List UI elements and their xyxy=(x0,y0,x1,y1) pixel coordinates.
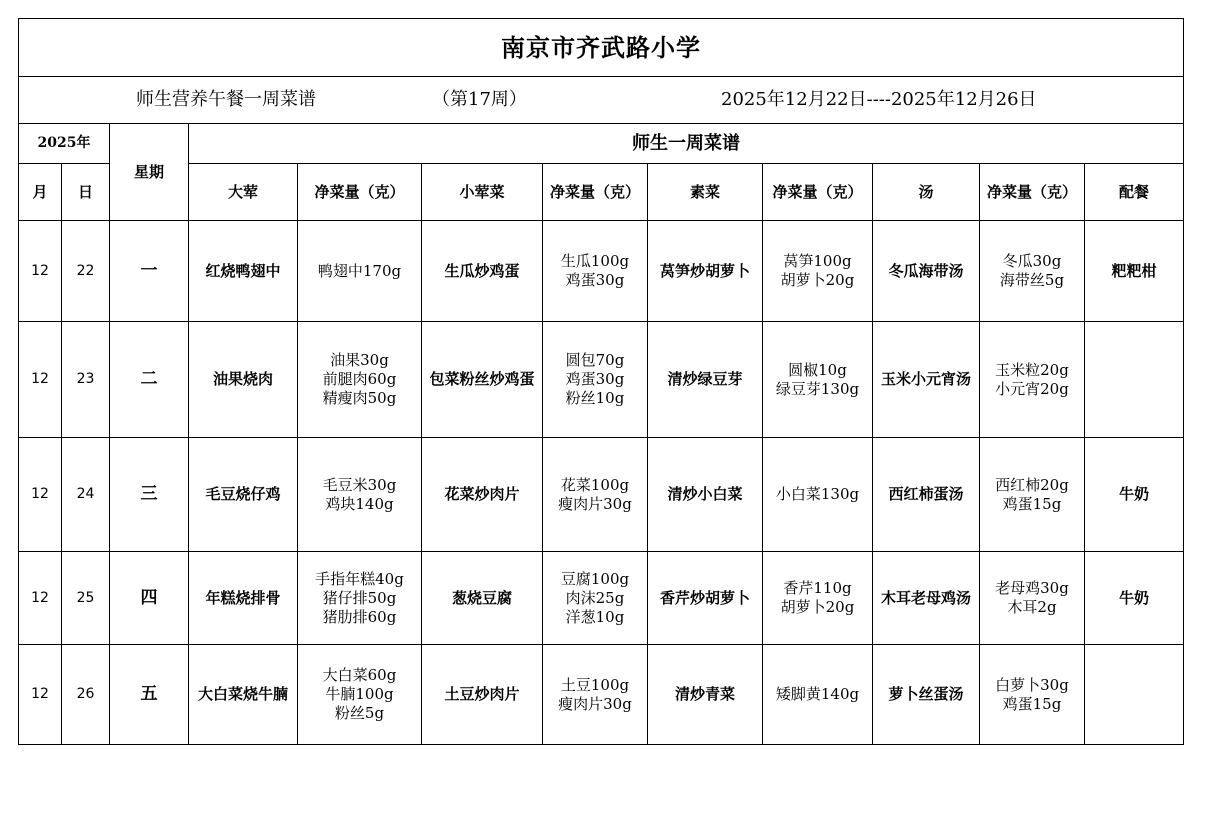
soup-cell: 木耳老母鸡汤 xyxy=(873,552,980,645)
veg-dish-cell: 莴笋炒胡萝卜 xyxy=(648,221,763,322)
qty-line: 毛豆米30g xyxy=(322,475,397,494)
weekday-cell: 二 xyxy=(110,322,189,438)
qty-line: 矮脚黄140g xyxy=(775,685,860,703)
weekday-cell: 三 xyxy=(110,438,189,552)
table-row xyxy=(19,438,1184,552)
qty-line: 小元宵20g xyxy=(995,379,1069,398)
qty-line: 白萝卜30g xyxy=(995,675,1069,694)
qty-line: 木耳2g xyxy=(1007,598,1057,616)
main-dish-cell: 年糕烧排骨 xyxy=(189,552,298,645)
qty-line: 圆椒10g xyxy=(788,360,847,379)
veg-dish-cell: 香芹炒胡萝卜 xyxy=(648,552,763,645)
qty-line: 圆包70g xyxy=(565,351,625,369)
month-cell: 12 xyxy=(19,552,62,645)
soup-qty-cell xyxy=(980,552,1085,645)
side-dish-cell: 葱烧豆腐 xyxy=(422,552,543,645)
qty-line: 玉米粒20g xyxy=(995,360,1069,379)
qty-line: 瘦肉片30g xyxy=(558,494,632,513)
side-dish-cell: 土豆炒肉片 xyxy=(422,645,543,745)
qty-line: 瘦肉片30g xyxy=(558,694,632,713)
side-qty-cell xyxy=(543,438,648,552)
veg-qty-cell xyxy=(763,645,873,745)
month-header: 月 xyxy=(19,164,62,221)
school-title: 南京市齐武路小学 xyxy=(19,19,1184,77)
day-cell: 24 xyxy=(62,438,110,552)
table-row xyxy=(19,552,1184,645)
qty-line: 香芹110g xyxy=(783,579,852,597)
menu-sheet xyxy=(18,18,1183,745)
qty-line: 胡萝卜20g xyxy=(780,598,855,616)
main-dish-cell: 毛豆烧仔鸡 xyxy=(189,438,298,552)
qty-line: 绿豆芽130g xyxy=(775,379,860,398)
weekday-cell: 五 xyxy=(110,645,189,745)
main-dish-cell: 大白菜烧牛腩 xyxy=(189,645,298,745)
extra-cell: 牛奶 xyxy=(1085,438,1184,552)
soup-qty-cell xyxy=(980,322,1085,438)
side-qty-cell xyxy=(543,221,648,322)
veg-dish-cell: 清炒绿豆芽 xyxy=(648,322,763,438)
qty-line: 洋葱10g xyxy=(565,607,625,626)
side-qty-cell xyxy=(543,645,648,745)
qty-line: 鸡蛋15g xyxy=(1002,494,1062,513)
main-qty-cell xyxy=(298,552,422,645)
day-header: 日 xyxy=(62,164,110,221)
weekday-cell: 一 xyxy=(110,221,189,322)
qty-line: 肉沫25g xyxy=(565,588,625,607)
qty-line: 粉丝10g xyxy=(565,389,625,407)
column-header-soup: 汤 xyxy=(873,164,980,221)
main-dish-cell: 油果烧肉 xyxy=(189,322,298,438)
qty-line: 前腿肉60g xyxy=(322,370,397,388)
qty-line: 大白菜60g xyxy=(322,666,397,684)
column-header-side-dish: 小荤菜 xyxy=(422,164,543,221)
main-qty-cell xyxy=(298,221,422,322)
qty-line: 牛腩100g xyxy=(325,685,394,703)
month-cell: 12 xyxy=(19,221,62,322)
qty-line: 手指年糕40g xyxy=(315,569,404,588)
column-header-main-qty: 净菜量（克） xyxy=(298,164,422,221)
main-qty-cell xyxy=(298,645,422,745)
qty-line: 豆腐100g xyxy=(560,569,630,588)
veg-qty-cell xyxy=(763,322,873,438)
qty-line: 鸡蛋30g xyxy=(565,271,625,289)
extra-cell xyxy=(1085,645,1184,745)
soup-qty-cell xyxy=(980,645,1085,745)
section-title: 师生一周菜谱 xyxy=(189,124,1184,164)
main-dish-cell: 红烧鸭翅中 xyxy=(189,221,298,322)
day-cell: 26 xyxy=(62,645,110,745)
qty-line: 土豆100g xyxy=(560,675,630,694)
column-header-side-qty: 净菜量（克） xyxy=(543,164,648,221)
weekday-cell: 四 xyxy=(110,552,189,645)
veg-dish-cell: 清炒青菜 xyxy=(648,645,763,745)
qty-line: 鸭翅中170g xyxy=(317,261,402,280)
menu-name: 师生营养午餐一周菜谱 xyxy=(136,89,316,110)
side-dish-cell: 花菜炒肉片 xyxy=(422,438,543,552)
qty-line: 西红柿20g xyxy=(995,475,1069,494)
qty-line: 鸡蛋15g xyxy=(1002,694,1062,713)
column-header-soup-qty: 净菜量（克） xyxy=(980,164,1085,221)
veg-dish-cell: 清炒小白菜 xyxy=(648,438,763,552)
qty-line: 鸡蛋30g xyxy=(565,370,625,388)
side-dish-cell: 生瓜炒鸡蛋 xyxy=(422,221,543,322)
date-range: 2025年12月22日----2025年12月26日 xyxy=(721,89,1037,110)
month-cell: 12 xyxy=(19,438,62,552)
soup-cell: 西红柿蛋汤 xyxy=(873,438,980,552)
day-cell: 22 xyxy=(62,221,110,322)
month-cell: 12 xyxy=(19,322,62,438)
main-qty-cell xyxy=(298,322,422,438)
table-row xyxy=(19,322,1184,438)
soup-cell: 玉米小元宵汤 xyxy=(873,322,980,438)
column-header-veg-qty: 净菜量（克） xyxy=(763,164,873,221)
extra-cell: 粑粑柑 xyxy=(1085,221,1184,322)
year-header: 2025年 xyxy=(19,124,110,164)
soup-cell: 冬瓜海带汤 xyxy=(873,221,980,322)
column-header-veg-dish: 素菜 xyxy=(648,164,763,221)
qty-line: 油果30g xyxy=(330,351,389,369)
extra-cell xyxy=(1085,322,1184,438)
veg-qty-cell xyxy=(763,221,873,322)
qty-line: 猪仔排50g xyxy=(322,588,397,607)
soup-cell: 萝卜丝蛋汤 xyxy=(873,645,980,745)
main-qty-cell xyxy=(298,438,422,552)
qty-line: 冬瓜30g xyxy=(1002,252,1062,270)
veg-qty-cell xyxy=(763,552,873,645)
week-number: （第17周） xyxy=(432,89,527,110)
soup-qty-cell xyxy=(980,438,1085,552)
column-header-main-dish: 大荤 xyxy=(189,164,298,221)
qty-line: 莴笋100g xyxy=(783,252,852,270)
qty-line: 小白菜130g xyxy=(775,485,860,503)
qty-line: 鸡块140g xyxy=(325,494,394,513)
side-dish-cell: 包菜粉丝炒鸡蛋 xyxy=(422,322,543,438)
table-row xyxy=(19,221,1184,322)
month-cell: 12 xyxy=(19,645,62,745)
table-row xyxy=(19,645,1184,745)
qty-line: 精瘦肉50g xyxy=(322,389,397,407)
extra-cell: 牛奶 xyxy=(1085,552,1184,645)
qty-line: 生瓜100g xyxy=(560,252,630,270)
veg-qty-cell xyxy=(763,438,873,552)
day-cell: 25 xyxy=(62,552,110,645)
qty-line: 粉丝5g xyxy=(334,704,385,722)
side-qty-cell xyxy=(543,322,648,438)
qty-line: 老母鸡30g xyxy=(995,579,1069,597)
menu-table xyxy=(18,18,1184,745)
weekday-header: 星期 xyxy=(110,124,189,221)
column-header-extra: 配餐 xyxy=(1085,164,1184,221)
soup-qty-cell xyxy=(980,221,1085,322)
qty-line: 花菜100g xyxy=(560,475,630,494)
side-qty-cell xyxy=(543,552,648,645)
qty-line: 猪肋排60g xyxy=(322,607,397,626)
qty-line: 胡萝卜20g xyxy=(780,271,855,289)
day-cell: 23 xyxy=(62,322,110,438)
subtitle-bar xyxy=(19,77,1184,124)
qty-line: 海带丝5g xyxy=(999,271,1065,289)
